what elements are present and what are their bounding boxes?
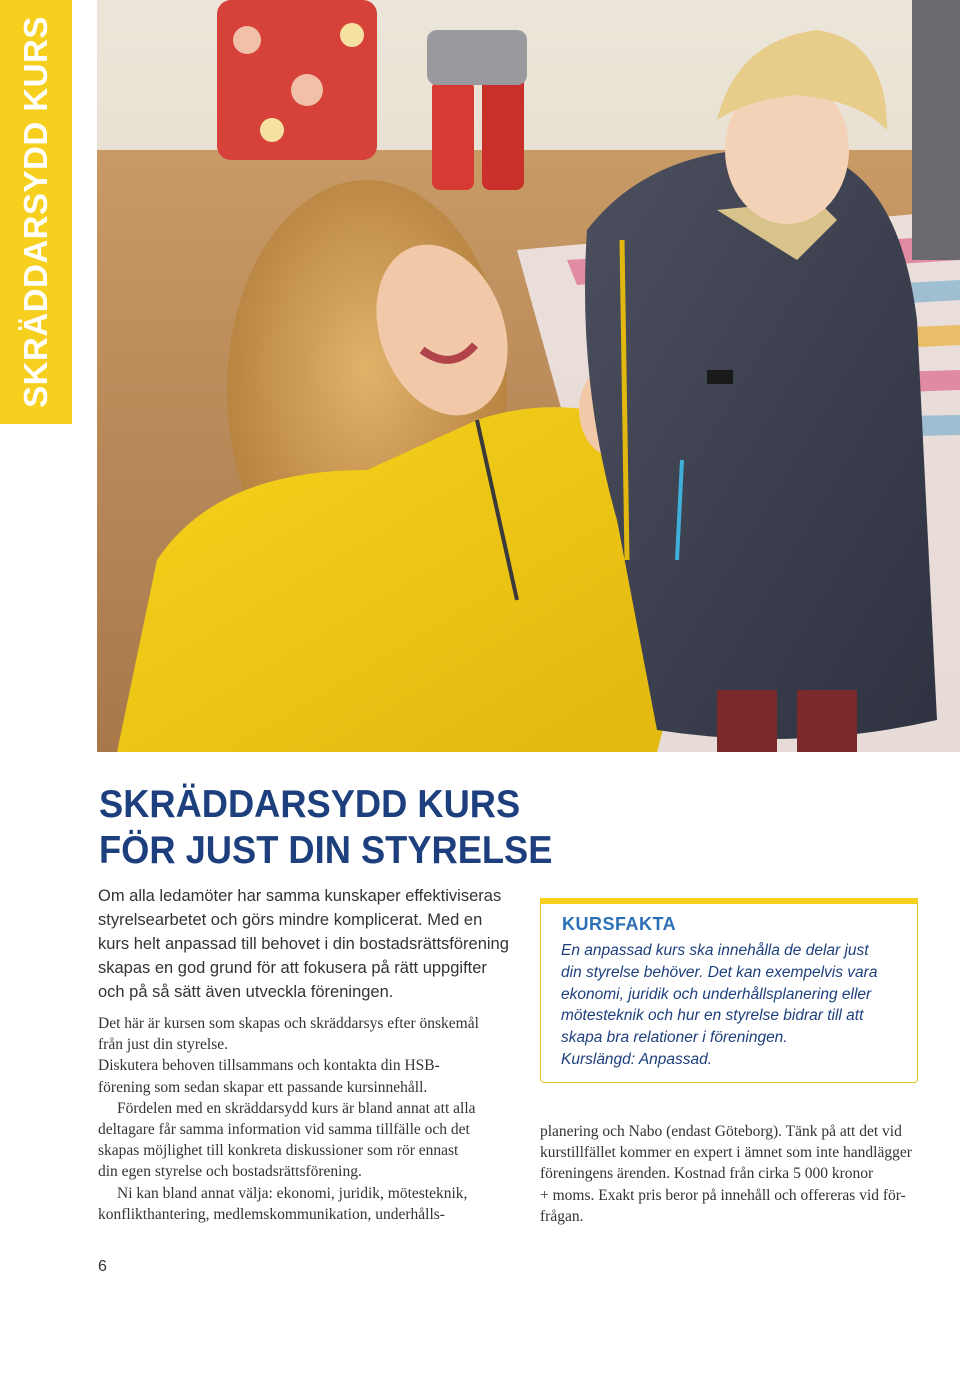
hero-photo-illustration (97, 0, 960, 752)
body-line: planering och Nabo (endast Göteborg). Tänk på att det vid (540, 1123, 902, 1140)
body-line: Det här är kursen som skapas och skräddarsys efter önskemål (98, 1015, 479, 1032)
kursfakta-title: KURSFAKTA (562, 914, 677, 934)
intro-line: styrelsearbetet och görs mindre komplicerat. Med en (98, 911, 483, 929)
kursfakta-text (561, 940, 911, 1071)
body-line: frågan. (540, 1207, 584, 1225)
side-tab (0, 0, 72, 424)
intro-line: Om alla ledamöter har samma kunskaper effektiviseras (98, 887, 502, 905)
body-text-right (540, 1121, 950, 1227)
body-text-left (98, 1013, 518, 1225)
intro-line: skapas en god grund för att fokusera på rätt uppgifter (98, 959, 487, 977)
body-line: kurstillfället kommer en expert i ämnet som inte handlägger (540, 1144, 912, 1162)
side-tab-label: SKRÄDDARSYDD KURS (17, 16, 54, 408)
kursfakta-line: ekonomi, juridik och underhållsplanering eller (561, 985, 872, 1003)
body-line: deltagare får samma information vid samma tillfälle och det (98, 1121, 470, 1139)
headline-line-1: SKRÄDDARSYDD KURS (99, 783, 521, 826)
body-line: förening som sedan skapar ett passande kursinnehåll. (98, 1078, 428, 1096)
kursfakta-line: En anpassad kurs ska innehålla de delar just (561, 942, 869, 959)
body-line: Ni kan bland annat välja: ekonomi, juridik, mötesteknik, (117, 1184, 468, 1202)
body-line: Diskutera behoven tillsammans och kontakta din HSB- (98, 1057, 440, 1075)
body-line: från just din styrelse. (98, 1036, 229, 1054)
kursfakta-line: mötesteknik och hur en styrelse bidrar till att (561, 1007, 864, 1025)
intro-paragraph (98, 884, 538, 1004)
body-line: konflikthantering, medlemskommunikation, underhålls- (98, 1205, 445, 1223)
page-number: 6 (98, 1258, 107, 1275)
body-line: föreningens ärenden. Kostnad från cirka 5 000 kronor (540, 1165, 874, 1183)
headline-line-2: FÖR JUST DIN STYRELSE (99, 829, 553, 872)
intro-line: och på så sätt även utveckla föreningen. (98, 983, 394, 1001)
intro-line: kurs helt anpassad till behovet i din bostadsrättsförening (98, 935, 509, 953)
kursfakta-line: Kurslängd: Anpassad. (561, 1050, 713, 1068)
hero-photo (97, 0, 960, 752)
body-line: Fördelen med en skräddarsydd kurs är bland annat att alla (117, 1099, 476, 1117)
kursfakta-line: din styrelse behöver. Det kan exempelvis vara (561, 963, 878, 981)
body-line: + moms. Exakt pris beror på innehåll och offereras vid för- (540, 1186, 906, 1204)
body-line: skapas möjlighet till konkreta diskussioner som rör ennast (98, 1142, 459, 1160)
kursfakta-line: skapa bra relationer i föreningen. (561, 1029, 788, 1047)
page-headline (99, 782, 657, 874)
body-line: din egen styrelse och bostadsrättsförening. (98, 1163, 362, 1181)
